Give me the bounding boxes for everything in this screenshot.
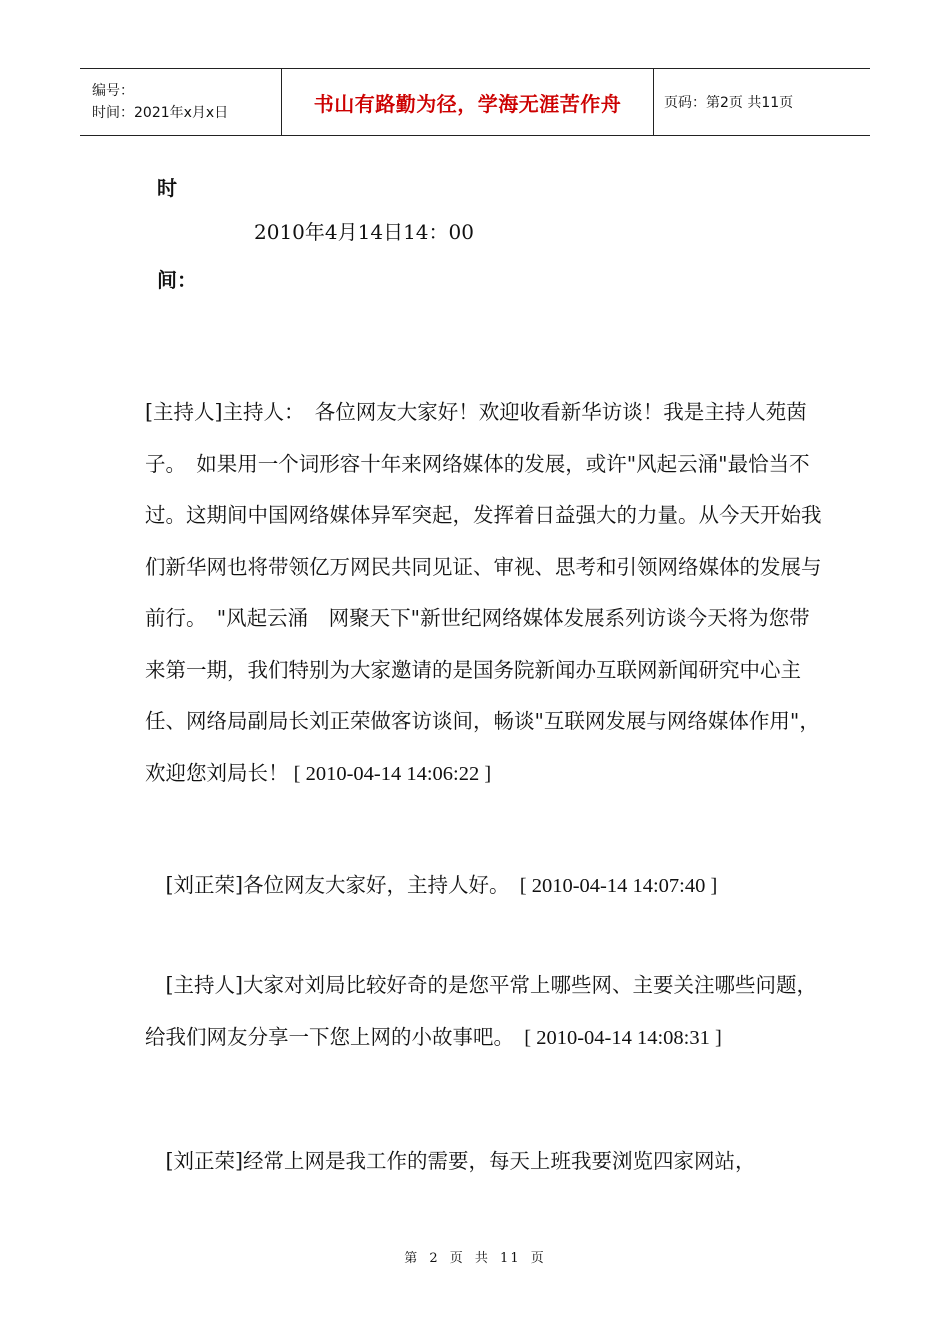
- transcript-paragraph: [145, 960, 825, 1064]
- transcript-paragraph: [145, 1136, 825, 1189]
- paragraph-text: [主持人]主持人： 各位网友大家好！欢迎收看新华访谈！我是主持人苑茵子。 如果用一个词形容十年来网络媒体的发展，或许"风起云涌"最恰当不过。这期间中国网络媒体异军突起，发挥着日益强大的力量。从今天开始我们新华网也将带领亿万网民共同见证、审视、思考和引领网络媒体的发展与前行。 "风起云涌 网聚天下"新世纪网络媒体发展系列访谈今天将为您带来第一期，我们特别为大家邀请的是国务院新闻办互联网新闻研究中心主任、网络局副局长刘正荣做客访谈间，畅谈"互联网发展与网络媒体作用"，欢迎您刘局长！: [145, 400, 822, 785]
- document-number-label: 编号：: [92, 83, 134, 99]
- paragraph-text: [主持人]大家对刘局比较好奇的是您平常上哪些网、主要关注哪些问题，给我们网友分享一下您上网的小故事吧。: [145, 973, 817, 1049]
- header-motto-cell: [281, 69, 654, 135]
- document-date-label: 时间：2021年x月x日: [92, 105, 229, 121]
- paragraph-timestamp: [ 2010-04-14 14:06:22 ]: [288, 762, 492, 785]
- paragraph-timestamp: [ 2010-04-14 14:08:31 ]: [503, 1026, 722, 1049]
- paragraph-text: [刘正荣]经常上网是我工作的需要，每天上班我要浏览四家网站，: [145, 1149, 756, 1173]
- transcript-paragraph: [145, 387, 825, 800]
- time-label-top: 时: [157, 176, 177, 200]
- time-label-bottom: 间：: [157, 268, 197, 292]
- header-motto: 书山有路勤为径，学海无涯苦作舟: [313, 91, 622, 116]
- header-page-info: 页码：第2页 共11页: [664, 95, 794, 111]
- header-meta-cell: [80, 69, 281, 135]
- header-page-cell: [654, 69, 870, 135]
- paragraph-timestamp: [ 2010-04-14 14:07:40 ]: [499, 875, 718, 897]
- paragraph-text: [刘正荣]各位网友大家好，主持人好。: [145, 873, 500, 897]
- transcript-paragraph: [145, 860, 825, 913]
- page-footer: 第 2 页 共 11 页: [404, 1251, 546, 1266]
- interview-time-value: 2010年4月14日14：00: [254, 220, 474, 244]
- document-header: [80, 68, 870, 136]
